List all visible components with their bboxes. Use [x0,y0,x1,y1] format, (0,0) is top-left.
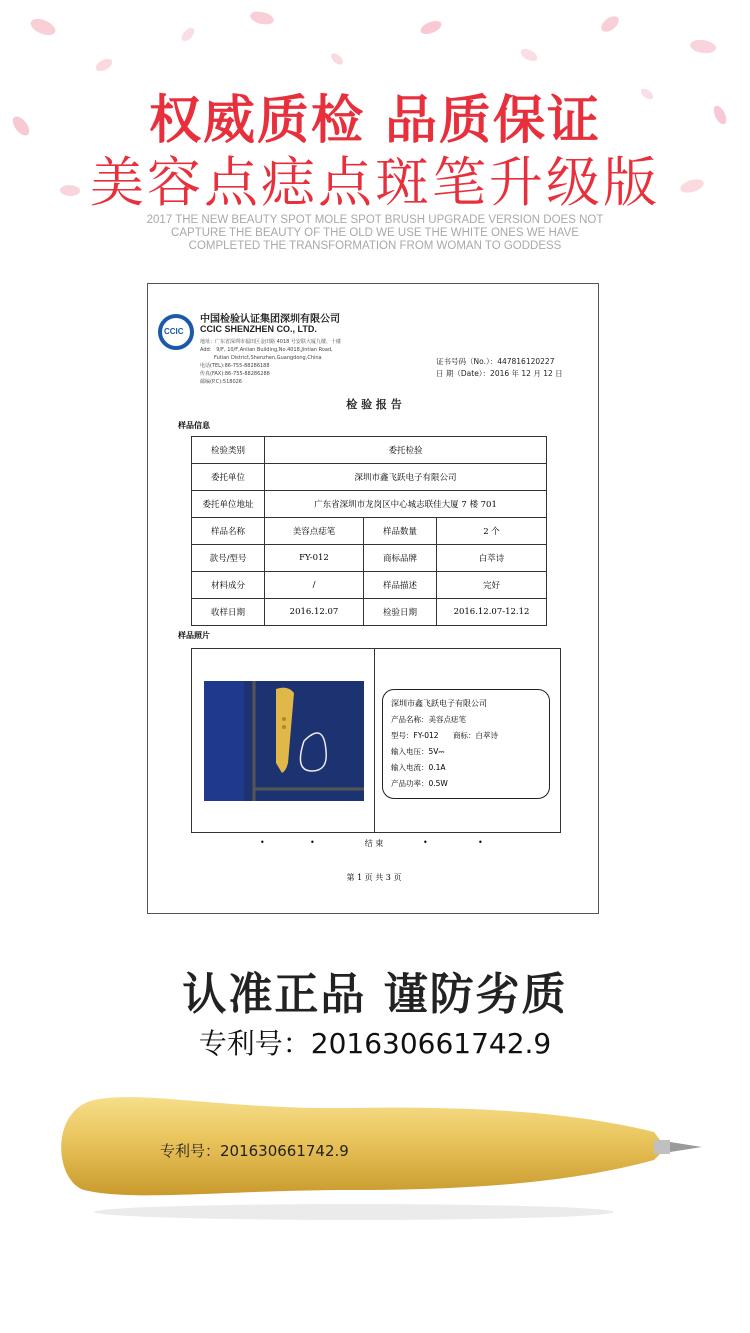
pen-patent-text: 专利号：201630661742.9 [160,1142,349,1160]
table-row [192,437,547,464]
table-cell: 样品数量 [364,518,437,545]
table-cell: 委托单位地址 [192,491,265,518]
logo-text: CCIC [164,327,184,336]
table-cell: 检验日期 [364,599,437,626]
english-line: 2017 THE NEW BEAUTY SPOT MOLE SPOT BRUSH UPGRADE VERSION DOES NOT [146,214,604,226]
pen-illustration [54,1090,664,1205]
end-text: 结 束 [364,839,384,848]
english-line: CAPTURE THE BEAUTY OF THE OLD WE USE THE WHITE ONES WE HAVE [171,227,579,239]
org-name-en: CCIC SHENZHEN CO., LTD. [200,324,317,334]
sticker-model: 型号：FY-012 [391,731,439,740]
table-row [192,464,547,491]
sample-info-label: 样品信息 [178,420,210,430]
inspection-report [147,283,599,914]
product-label-sticker [382,689,550,799]
page-number: 第 1 页 共 3 页 [346,873,402,882]
address-line: 电话(TEL):86-755-88286188 [200,363,270,369]
english-line: COMPLETED THE TRANSFORMATION FROM WOMAN TO GODDESS [188,240,562,252]
table-cell: 材料成分 [192,572,265,599]
address-line: 传真(FAX):86-755-88286288 [200,371,270,377]
divider [374,649,375,832]
sticker-voltage: 输入电压：5V⎓ [391,747,445,756]
table-cell: FY-012 [265,545,364,572]
address-line: 邮编(P.C):518026 [200,379,242,385]
sample-photo-label: 样品照片 [178,630,210,640]
table-cell: 商标品牌 [364,545,437,572]
english-tagline [0,214,750,253]
table-cell: 委托检验 [265,437,547,464]
sample-photo-section [191,648,561,833]
report-date: 日 期（Date）：2016 年 12 月 12 日 [436,369,563,378]
headline-product: 美容点痣点斑笔升级版 [90,151,660,214]
sticker-power: 产品功率：0.5W [391,779,448,788]
table-cell: 美容点痣笔 [265,518,364,545]
org-address [200,338,341,386]
table-cell: 样品名称 [192,518,265,545]
table-row [192,545,547,572]
table-cell: 检验类别 [192,437,265,464]
address-line: Add： 9/F, 10/F,Anlian Building,No.4018,Jintian Road, [200,347,333,353]
table-cell: 2016.12.07-12.12 [437,599,547,626]
sample-info-table [191,436,547,626]
table-cell: 2016.12.07 [265,599,364,626]
product-photo [204,681,364,801]
address-line: Futian District,Shenzhen,Guangdong,China [214,355,322,361]
sticker-company: 深圳市鑫飞跃电子有限公司 [391,699,487,708]
table-row [192,599,547,626]
cert-number: 证书号码（No.）：447816120227 [436,357,555,366]
table-cell: 完好 [437,572,547,599]
genuine-slogan: 认准正品 谨防劣质 [182,969,568,1020]
table-cell: 白萃诗 [437,545,547,572]
ccic-logo [158,314,194,350]
end-marker: • • 结 束 • • [260,838,483,848]
report-title: 检 验 报 告 [346,398,402,411]
sticker-current: 输入电流：0.1A [391,763,446,772]
org-name-cn: 中国检验认证集团深圳有限公司 [200,314,340,325]
table-cell: 样品描述 [364,572,437,599]
table-cell: 委托单位 [192,464,265,491]
table-cell: 款号/型号 [192,545,265,572]
table-row [192,572,547,599]
sticker-product: 产品名称：美容点痣笔 [391,715,466,724]
table-cell: 收样日期 [192,599,265,626]
table-row [192,491,547,518]
table-cell: 广东省深圳市龙岗区中心城志联佳大厦 7 楼 701 [265,491,547,518]
table-row [192,518,547,545]
patent-number: 专利号：201630661742.9 [198,1027,552,1060]
address-line: 地址：广东省深圳市福田区金田路 4018 号安联大厦九楼、十楼 [200,339,341,345]
table-cell: 深圳市鑫飞跃电子有限公司 [265,464,547,491]
sticker-brand: 商标：白萃诗 [453,731,498,740]
table-cell: / [265,572,364,599]
table-cell: 2 个 [437,518,547,545]
headline-quality: 权威质检 品质保证 [148,91,602,151]
